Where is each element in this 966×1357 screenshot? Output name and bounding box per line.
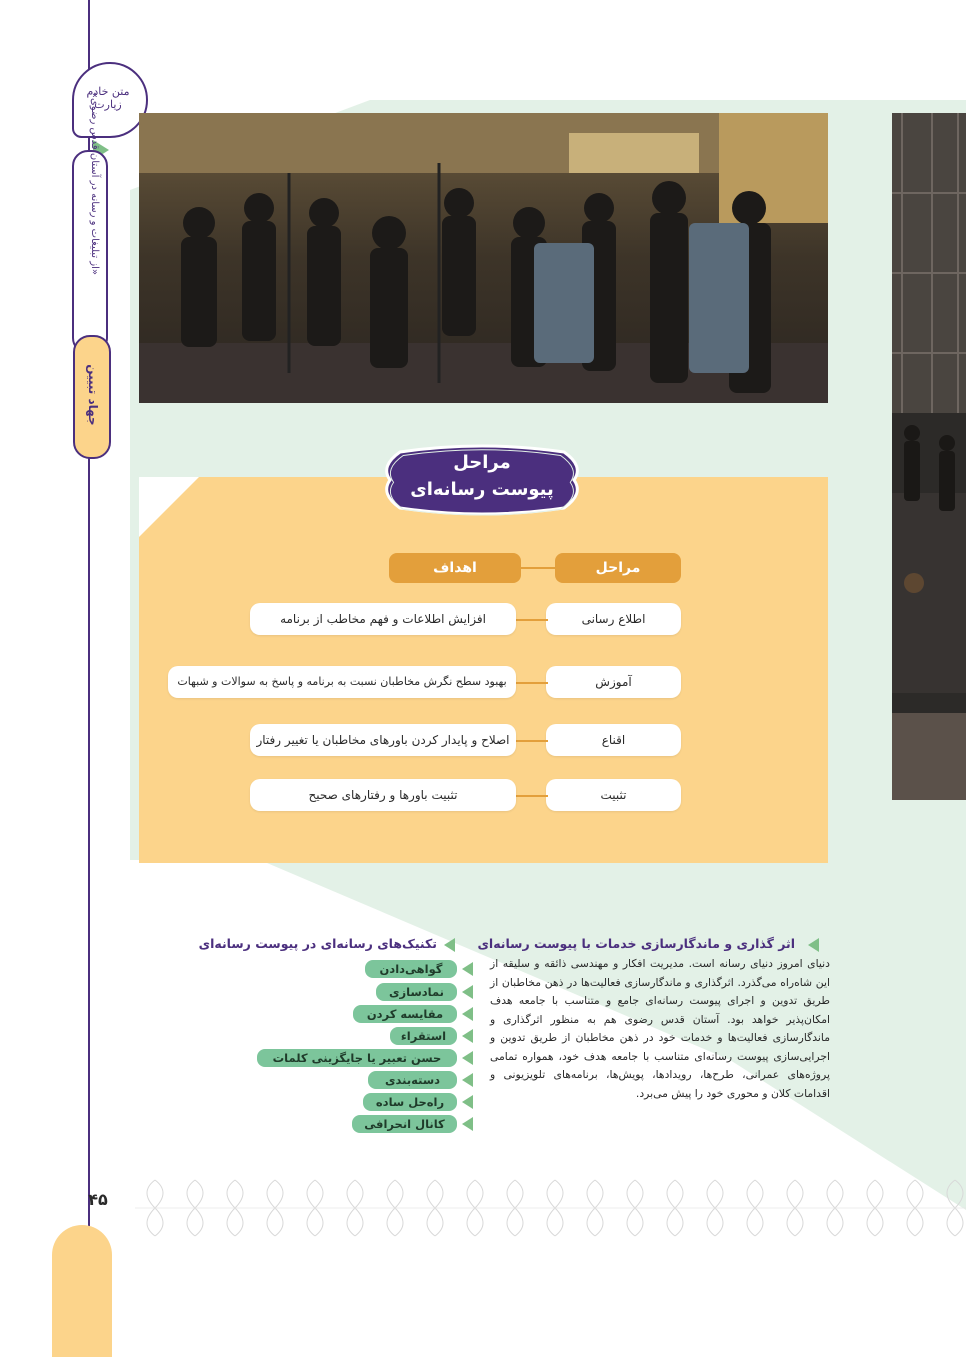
technique-arrow-icon bbox=[462, 1073, 473, 1087]
press-conference-photo bbox=[139, 113, 828, 403]
goal-cell: بهبود سطح نگرش مخاطبان نسبت به برنامه و پاسخ به سوالات و شبهات bbox=[168, 666, 516, 698]
article-title: اثر گذاری و ماندگارسازی خدمات با پیوست رسانه‌ای bbox=[477, 936, 795, 951]
technique-arrow-icon bbox=[462, 1051, 473, 1065]
row-connector bbox=[516, 619, 548, 621]
section-badge-text: جهاد تبیین bbox=[86, 364, 100, 426]
technique-arrow-icon bbox=[462, 1095, 473, 1109]
techniques-title: تکنیک‌های رسانه‌ای در پیوست رسانه‌ای bbox=[198, 936, 437, 951]
logo-text: متن خادم زیارت bbox=[86, 85, 130, 111]
row-connector bbox=[516, 795, 548, 797]
technique-item: حسن تعبیر یا جایگزینی کلمات bbox=[257, 1049, 457, 1067]
goal-cell: افزایش اطلاعات و فهم مخاطب از برنامه bbox=[250, 603, 516, 635]
header-goals: اهداف bbox=[389, 553, 521, 583]
spine-foot-decoration bbox=[52, 1225, 112, 1357]
table-title-line1: مراحل bbox=[453, 452, 511, 473]
technique-arrow-icon bbox=[462, 1029, 473, 1043]
construction-site-photo bbox=[892, 113, 966, 800]
table-title-line2: پیوست رسانه‌ای bbox=[410, 479, 554, 500]
spine-band bbox=[0, 0, 130, 1357]
technique-item: گواهی‌دادن bbox=[365, 960, 457, 978]
header-stages: مراحل bbox=[555, 553, 681, 583]
technique-item: کانال انحرافی bbox=[352, 1115, 457, 1133]
goal-cell: تثبیت باورها و رفتارهای صحیح bbox=[250, 779, 516, 811]
stage-cell: تثبیت bbox=[546, 779, 681, 811]
stage-cell: اطلاع رسانی bbox=[546, 603, 681, 635]
technique-item: مقایسه کردن bbox=[353, 1005, 457, 1023]
techniques-bullet-icon bbox=[444, 938, 455, 952]
technique-arrow-icon bbox=[462, 1117, 473, 1131]
decorative-pattern-strip bbox=[135, 1178, 966, 1238]
goal-cell: اصلاح و پایدار کردن باورهای مخاطبان یا تغییر رفتار bbox=[250, 724, 516, 756]
stage-cell: آموزش bbox=[546, 666, 681, 698]
technique-arrow-icon bbox=[462, 962, 473, 976]
technique-arrow-icon bbox=[462, 985, 473, 999]
technique-item: راه‌حل ساده bbox=[363, 1093, 457, 1111]
stage-cell: اقناع bbox=[546, 724, 681, 756]
row-connector bbox=[516, 682, 548, 684]
technique-item: دسته‌بندی bbox=[368, 1071, 457, 1089]
vertical-tag-text bbox=[80, 205, 100, 275]
technique-item: نمادسازی bbox=[376, 983, 457, 1001]
technique-item: استقراء bbox=[390, 1027, 457, 1045]
article-bullet-icon bbox=[808, 938, 819, 952]
technique-arrow-icon bbox=[462, 1007, 473, 1021]
article-body: دنیای امروز دنیای رسانه است. مدیریت افکار و مهندسی ذائقه و سلیقه از این شاه‌راه می‌گذرد. اثرگذاری و ماندگارسازی فعالیت‌ها در ذهن مخاطبان از طریق تدوین و اجرای پیوست رسانه‌ای جامع و متناسب با جامعه هدف امکان‌پذیر خواهد بود. آستان قدس رضوی هم به منظور اثرگذاری و ماندگارسازی فعالیت‌ها و خدمات خود در ذهن مخاطبان از طریق تدوین و اجرایی‌سازی پیوست رسانه‌ای متناسب با جامعه هدف خود، همواره تمامی پروژه‌های عمرانی، طرح‌ها، رویدادها، پویش‌ها، برنامه‌های تلویزیونی و اقدامات کلان و محوری خود را پیش می‌برد. bbox=[490, 957, 830, 1100]
page-number: ۴۵ bbox=[88, 1190, 108, 1209]
header-connector bbox=[520, 567, 556, 569]
row-connector bbox=[516, 740, 548, 742]
